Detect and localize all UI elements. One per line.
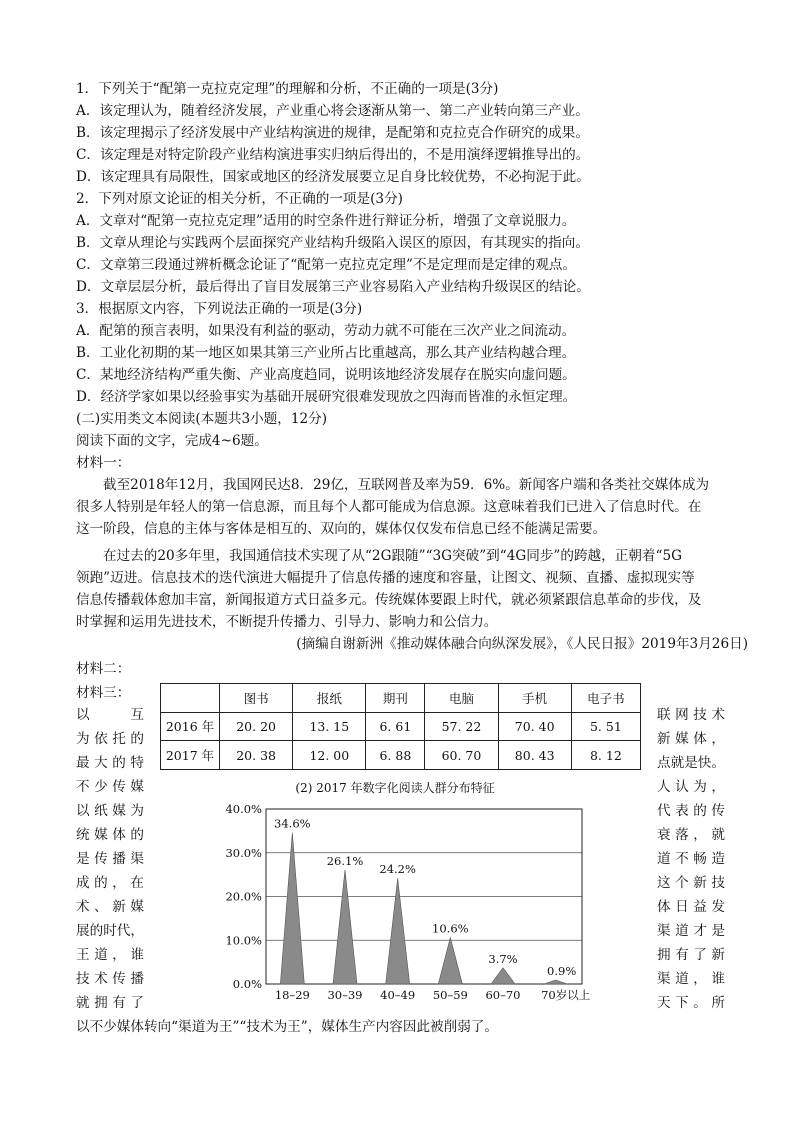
wrap-left-line: 技术传播 <box>76 971 144 987</box>
table-header-cell: 电脑 <box>425 684 498 713</box>
chart-ytick-label: 20.0% <box>225 889 262 904</box>
section-title: (二)实用类文本阅读(本题共3小题，12分) <box>76 411 328 427</box>
wrap-left-line: 就拥有了 <box>76 995 144 1011</box>
reading-stats-table <box>160 683 641 770</box>
table-header-cell <box>161 684 220 713</box>
material-1-line: 信息传播载体愈加丰富，新闻报道方式日益多元。传统媒体要跟上时代，就必须紧跟信息革命的步伐，及 <box>76 592 702 608</box>
table-cell: 80. 43 <box>498 741 571 770</box>
wrap-left-line: 王道，谁 <box>76 947 144 963</box>
q3-option-d: D．经济学家如果以经验事实为基础开展研究很难发现放之四海而皆准的永恒定理。 <box>76 389 577 405</box>
table-header-cell: 图书 <box>220 684 293 713</box>
q3-option-a: A．配第的预言表明，如果没有利益的驱动，劳动力就不可能在三次产业之间流动。 <box>76 323 576 339</box>
material-1-line: 截至2018年12月，我国网民达8．29亿，互联网普及率为59．6%。新闻客户端和各类社交媒体成为 <box>103 477 710 493</box>
chart-xtick-label: 40–49 <box>380 988 416 1002</box>
q2-stem: 2．下列对原文论证的相关分析，不正确的一项是(3分) <box>76 191 403 207</box>
chart-ytick-label: 30.0% <box>225 845 262 860</box>
chart-data-label: 3.7% <box>488 951 518 966</box>
chart-ytick-label: 0.0% <box>232 977 262 991</box>
chart-bar <box>386 878 410 984</box>
table-cell: 8. 12 <box>571 741 640 770</box>
chart-ytick-label: 10.0% <box>225 933 262 948</box>
table-header-cell: 手机 <box>498 684 571 713</box>
material-1-source: (摘编自谢新洲《推动媒体融合向纵深发展》，《人民日报》2019年3月26日) <box>296 636 748 652</box>
table-row <box>161 712 641 741</box>
chart-bar <box>333 870 357 984</box>
material-1-line: 在过去的20多年里，我国通信技术实现了从“2G跟随”“3G突破”到“4G同步”的跨越，正朝着“5G <box>103 548 682 564</box>
chart-bar <box>280 833 304 984</box>
wrap-right-line: 新媒体， <box>657 731 725 747</box>
wrap-left-line: 为依托的 <box>76 731 144 747</box>
wrap-left-line: 不少传媒 <box>76 779 144 795</box>
chart-data-label: 26.1% <box>326 853 364 868</box>
table-cell: 60. 70 <box>425 741 498 770</box>
q2-option-a: A．文章对“配第一克拉克定理”适用的时空条件进行辩证分析，增强了文章说服力。 <box>76 213 576 229</box>
q2-option-b: B．文章从理论与实践两个层面探究产业结构升级陷入误区的原因，有其现实的指向。 <box>76 235 589 251</box>
material-1-line: 领跑”迈进。信息技术的迭代演进大幅提升了信息传播的速度和容量，让图文、视频、直播、虚拟现实等 <box>76 570 695 586</box>
chart-xtick-label: 60–70 <box>485 988 521 1002</box>
table-header-row <box>161 684 641 713</box>
table-cell: 6. 61 <box>366 712 425 741</box>
table-cell: 12. 00 <box>293 741 366 770</box>
chart-bar <box>544 980 568 984</box>
material-1-line: 这一阶段，信息的主体与客体是相互的、双向的，媒体仅仅发布信息已经不能满足需要。 <box>76 521 607 537</box>
chart-data-label: 10.6% <box>432 921 469 936</box>
wrap-right-line: 渠道才是 <box>657 923 725 939</box>
q1-stem: 1．下列关于“配第一克拉克定理”的理解和分析，不正确的一项是(3分) <box>76 81 499 97</box>
wrap-right-line: 衰落，就 <box>657 827 725 843</box>
q2-option-d: D．文章层层分析，最后得出了盲目发展第三产业容易陷入产业结构升级误区的结论。 <box>76 279 590 295</box>
q1-option-c: C．该定理是对特定阶段产业结构演进事实归纳后得出的，不是用演绎逻辑推导出的。 <box>76 147 590 163</box>
wrap-right-line: 天下。所 <box>657 995 725 1011</box>
section-instruction: 阅读下面的文字，完成4~6题。 <box>76 433 268 449</box>
chart-xtick-label: 50–59 <box>432 988 468 1002</box>
table-cell: 5. 51 <box>571 712 640 741</box>
chart-data-label: 34.6% <box>274 816 311 831</box>
wrap-right-line: 渠道，谁 <box>657 971 725 987</box>
chart-bar <box>491 968 515 984</box>
q2-option-c: C．文章第三段通过辨析概念论证了“配第一克拉克定理”不是定理而是定律的观点。 <box>76 257 577 273</box>
wrap-left-line: 最大的特 <box>76 755 144 771</box>
material-1-label: 材料一： <box>76 455 131 471</box>
chart-ytick-label: 40.0% <box>225 802 262 816</box>
table-cell: 13. 15 <box>293 712 366 741</box>
wrap-right-line: 联网技术 <box>657 707 725 723</box>
chart-data-label: 0.9% <box>547 964 577 979</box>
wrap-left-line: 展的时代， <box>76 923 144 939</box>
material-1-line: 时掌握和运用先进技术，不断提升传播力、引导力、影响力和公信力。 <box>76 614 498 630</box>
wrap-right-line: 代表的传 <box>657 803 725 819</box>
wrap-left-line: 是传播渠 <box>76 851 144 867</box>
wrap-left-line: 以纸媒为 <box>76 803 144 819</box>
table-cell: 2016 年 <box>161 712 220 741</box>
table-cell: 70. 40 <box>498 712 571 741</box>
table-header-cell: 期刊 <box>366 684 425 713</box>
table-cell: 20. 38 <box>220 741 293 770</box>
table-header-cell: 电子书 <box>571 684 640 713</box>
table-row <box>161 741 641 770</box>
q1-option-d: D．该定理具有局限性，国家或地区的经济发展要立足自身比较优势，不必拘泥于此。 <box>76 169 590 185</box>
age-distribution-chart <box>220 778 592 1008</box>
table-cell: 57. 22 <box>425 712 498 741</box>
wrap-right-line: 点就是快。 <box>657 755 725 771</box>
wrap-right-line: 体日益发 <box>657 899 725 915</box>
wrap-right-line: 这个新技 <box>657 875 725 891</box>
material-3-last-line: 以不少媒体转向“渠道为王”“技术为王”，媒体生产内容因此被削弱了。 <box>76 1019 499 1035</box>
q3-option-c: C．某地经济结构严重失衡、产业高度趋同，说明该地经济发展存在脱实向虚问题。 <box>76 367 576 383</box>
material-1-line: 很多人特别是年轻人的第一信息源，而且每个人都可能成为信息源。这意味着我们已进入了信息时代。在 <box>76 499 702 515</box>
chart-xtick-label: 18–29 <box>274 988 310 1002</box>
chart-data-label: 24.2% <box>379 862 416 877</box>
chart-bar <box>438 938 462 984</box>
material-2-label: 材料二： <box>76 661 131 677</box>
table-cell: 20. 20 <box>220 712 293 741</box>
chart-xtick-label: 70岁以上 <box>541 988 591 1002</box>
q1-option-b: B．该定理揭示了经济发展中产业结构演进的规律，是配第和克拉克合作研究的成果。 <box>76 125 589 141</box>
wrap-right-line: 拥有了新 <box>657 947 725 963</box>
wrap-left-line: 以 互 <box>76 707 144 723</box>
q1-option-a: A．该定理认为，随着经济发展，产业重心将会逐渐从第一、第二产业转向第三产业。 <box>76 103 589 119</box>
wrap-left-line: 统媒体的 <box>76 827 144 843</box>
wrap-right-line: 道不畅造 <box>657 851 725 867</box>
chart-title: (2) 2017 年数字化阅读人群分布特征 <box>295 781 495 795</box>
table-header-cell: 报纸 <box>293 684 366 713</box>
table-cell: 2017 年 <box>161 741 220 770</box>
q3-stem: 3．根据原文内容，下列说法正确的一项是(3分) <box>76 301 363 317</box>
wrap-left-line: 术、新媒 <box>76 899 144 915</box>
q3-option-b: B．工业化初期的某一地区如果其第三产业所占比重越高，那么其产业结构越合理。 <box>76 345 576 361</box>
table-cell: 6. 88 <box>366 741 425 770</box>
chart-xtick-label: 30–39 <box>327 988 363 1002</box>
material-3-label: 材料三： <box>76 685 131 701</box>
chart-canvas <box>220 778 592 1008</box>
wrap-left-line: 成的，在 <box>76 875 144 891</box>
wrap-right-line: 人认为， <box>657 779 725 795</box>
